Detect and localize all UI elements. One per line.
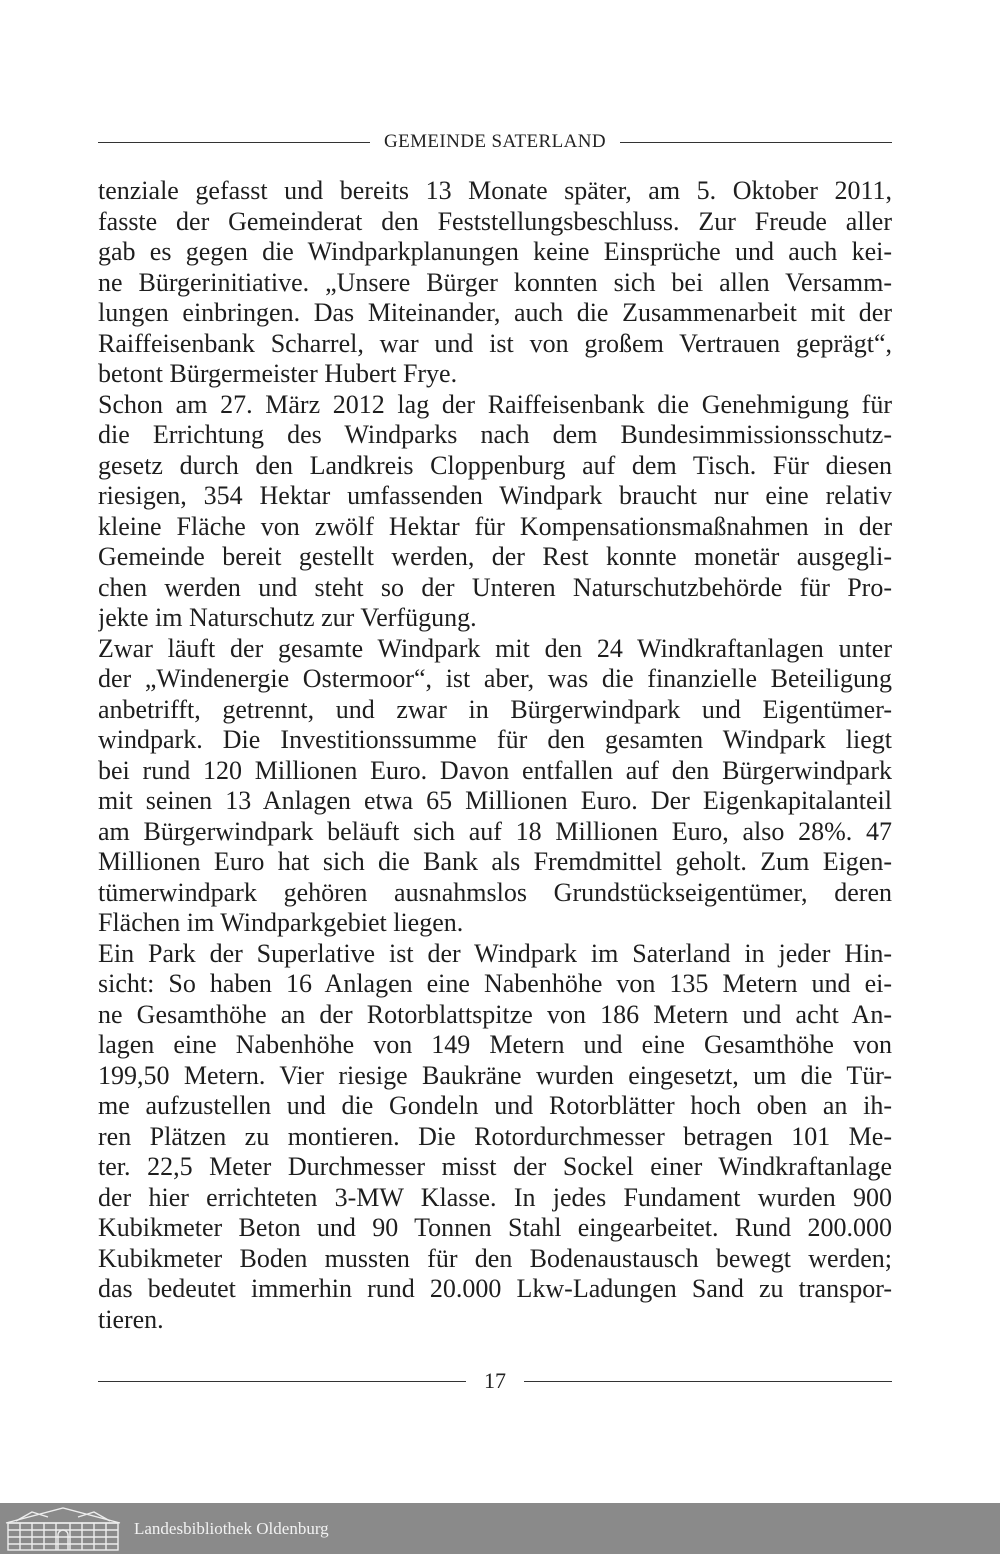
text-line: jekte im Naturschutz zur Verfügung. — [98, 603, 477, 632]
text-line: der „Windenergie Ostermoor“, ist aber, was die finanzielle Beteiligung — [98, 664, 892, 693]
text-line: 199,50 Metern. Vier riesige Baukräne wurden eingesetzt, um die Tür- — [98, 1060, 892, 1090]
text-line: lagen eine Nabenhöhe von 149 Metern und eine Gesamthöhe von — [98, 1030, 892, 1059]
folio-rule-right — [524, 1381, 892, 1382]
text-line: me aufzustellen und die Gondeln und Rotorblätter hoch oben an ih- — [98, 1091, 892, 1120]
text-line: Flächen im Windparkgebiet liegen. — [98, 908, 464, 937]
paragraph — [98, 634, 892, 939]
header-rule-right — [620, 142, 892, 143]
text-line: tümerwindpark gehören ausnahmslos Grundstückseigentümer, deren — [98, 877, 892, 907]
text-line: am Bürgerwindpark beläuft sich auf 18 Millionen Euro, also 28%. 47 — [98, 816, 892, 846]
text-line: ne Gesamthöhe an der Rotorblattspitze von 186 Metern und acht An- — [98, 999, 892, 1029]
page-number: 17 — [484, 1368, 506, 1393]
running-head — [98, 128, 892, 156]
library-building-icon — [2, 1503, 124, 1554]
header-rule-left — [98, 142, 370, 143]
text-line: windpark. Die Investitionssumme für den gesamten Windpark liegt — [98, 725, 892, 754]
text-line: Schon am 27. März 2012 lag der Raiffeisenbank die Genehmigung für — [98, 389, 892, 419]
folio-rule-left — [98, 1381, 466, 1382]
text-line: Raiffeisenbank Scharrel, war und ist von großem Vertrauen geprägt“, — [98, 328, 892, 358]
text-line: das bedeutet immerhin rund 20.000 Lkw-Ladungen Sand zu transpor- — [98, 1274, 892, 1303]
text-line: mit seinen 13 Anlagen etwa 65 Millionen Euro. Der Eigenkapitalanteil — [98, 786, 892, 815]
text-line: ne Bürgerinitiative. „Unsere Bürger konnten sich bei allen Versamm- — [98, 267, 892, 297]
text-line: Zwar läuft der gesamte Windpark mit den 24 Windkraftanlagen unter — [98, 633, 892, 663]
text-line: die Errichtung des Windparks nach dem Bundesimmissionsschutz- — [98, 420, 892, 449]
text-line: tieren. — [98, 1304, 164, 1334]
text-line: kleine Fläche von zwölf Hektar für Kompensationsmaßnahmen in der — [98, 511, 892, 541]
page-header-title: GEMEINDE SATERLAND — [384, 131, 606, 152]
text-line: riesigen, 354 Hektar umfassenden Windpark braucht nur eine relativ — [98, 481, 892, 510]
text-line: chen werden und steht so der Unteren Naturschutzbehörde für Pro- — [98, 572, 892, 602]
paragraph — [98, 939, 892, 1336]
text-line: Kubikmeter Beton und 90 Tonnen Stahl eingearbeitet. Rund 200.000 — [98, 1213, 892, 1242]
text-line: sicht: So haben 16 Anlagen eine Nabenhöhe von 135 Metern und ei- — [98, 969, 892, 998]
text-line: Kubikmeter Boden mussten für den Bodenaustausch bewegt werden; — [98, 1243, 892, 1273]
text-line: Gemeinde bereit gestellt werden, der Rest konnte monetär ausgegli- — [98, 542, 892, 571]
text-line: ren Plätzen zu montieren. Die Rotordurchmesser betragen 101 Me- — [98, 1121, 892, 1151]
text-line: tenziale gefasst und bereits 13 Monate später, am 5. Oktober 2011, — [98, 176, 892, 205]
paragraph — [98, 390, 892, 634]
library-footer-band — [0, 1503, 1000, 1554]
page-folio — [98, 1366, 892, 1396]
text-line: anbetrifft, getrennt, und zwar in Bürgerwindpark und Eigentümer- — [98, 694, 892, 724]
library-name: Landesbibliothek Oldenburg — [134, 1518, 329, 1538]
text-line: lungen einbringen. Das Miteinander, auch die Zusammenarbeit mit der — [98, 298, 892, 327]
text-line: betont Bürgermeister Hubert Frye. — [98, 359, 458, 388]
body-text — [98, 176, 892, 1335]
text-line: Ein Park der Superlative ist der Windpark im Saterland in jeder Hin- — [98, 938, 892, 968]
text-line: gab es gegen die Windparkplanungen keine Einsprüche und auch kei- — [98, 237, 892, 266]
text-line: ter. 22,5 Meter Durchmesser misst der Sockel einer Windkraftanlage — [98, 1152, 892, 1181]
paragraph — [98, 176, 892, 390]
text-line: Millionen Euro hat sich die Bank als Fremdmittel geholt. Zum Eigen- — [98, 847, 892, 876]
text-line: der hier errichteten 3-MW Klasse. In jedes Fundament wurden 900 — [98, 1182, 892, 1212]
text-line: fasste der Gemeinderat den Feststellungsbeschluss. Zur Freude aller — [98, 206, 892, 236]
text-line: gesetz durch den Landkreis Cloppenburg auf dem Tisch. Für diesen — [98, 450, 892, 480]
text-line: bei rund 120 Millionen Euro. Davon entfallen auf den Bürgerwindpark — [98, 755, 892, 785]
